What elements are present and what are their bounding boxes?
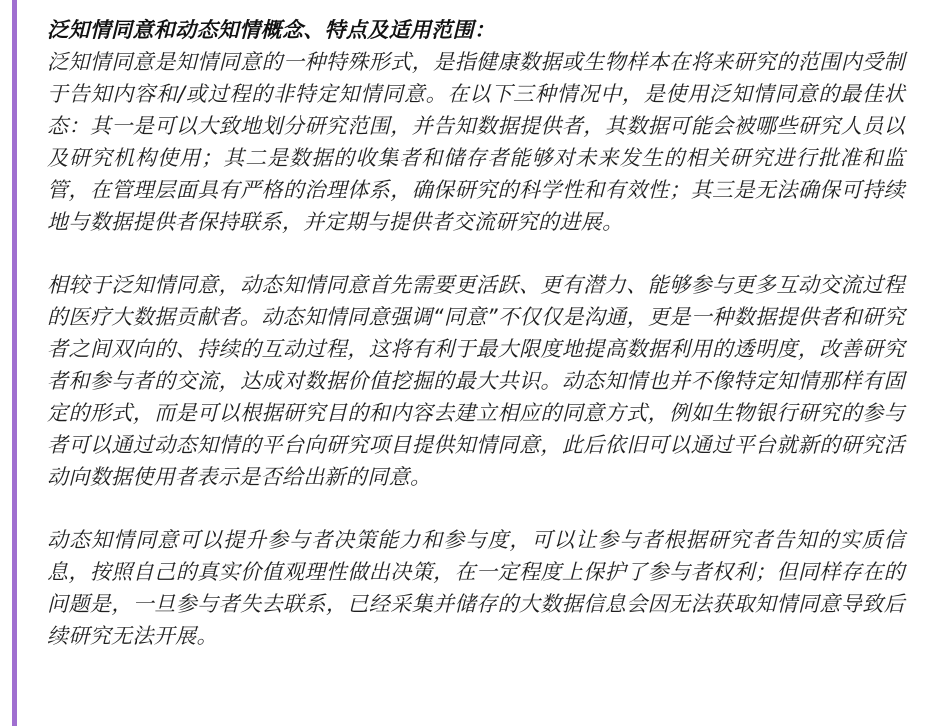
section-heading: 泛知情同意和动态知情概念、特点及适用范围： [47, 18, 496, 42]
article-body [47, 14, 905, 652]
paragraph-broad-consent: 泛知情同意是知情同意的一种特殊形式，是指健康数据或生物样本在将来研究的范围内受制于告知内容和/或过程的非特定知情同意。在以下三种情况中，是使用泛知情同意的最佳状态：其一是可以大致地划分研究范围，并告知数据提供者，其数据可能会被哪些研究人员以及研究机构使用；其二是数据的收集者和储存者能够对未来发生的相关研究进行批准和监管，在管理层面具有严格的治理体系，确保研究的科学性和有效性；其三是无法确保可持续地与数据提供者保持联系，并定期与提供者交流研究的进展。 [47, 50, 905, 234]
paragraph-dynamic-consent-pros-cons: 动态知情同意可以提升参与者决策能力和参与度，可以让参与者根据研究者告知的实质信息，按照自己的真实价值观理性做出决策，在一定程度上保护了参与者权利；但同样存在的问题是，一旦参与者失去联系，已经采集并储存的大数据信息会因无法获取知情同意导致后续研究无法开展。 [47, 528, 905, 648]
paragraph-dynamic-consent: 相较于泛知情同意，动态知情同意首先需要更活跃、更有潜力、能够参与更多互动交流过程的医疗大数据贡献者。动态知情同意强调“同意”不仅仅是沟通，更是一种数据提供者和研究者之间双向的、持续的互动过程，这将有利于最大限度地提高数据利用的透明度，改善研究者和参与者的交流，达成对数据价值挖掘的最大共识。动态知情也并不像特定知情那样有固定的形式，而是可以根据研究目的和内容去建立相应的同意方式，例如生物银行研究的参与者可以通过动态知情的平台向研究项目提供知情同意，此后依旧可以通过平台就新的研究活动向数据使用者表示是否给出新的同意。 [47, 273, 905, 489]
blockquote-accent-bar [12, 0, 17, 726]
